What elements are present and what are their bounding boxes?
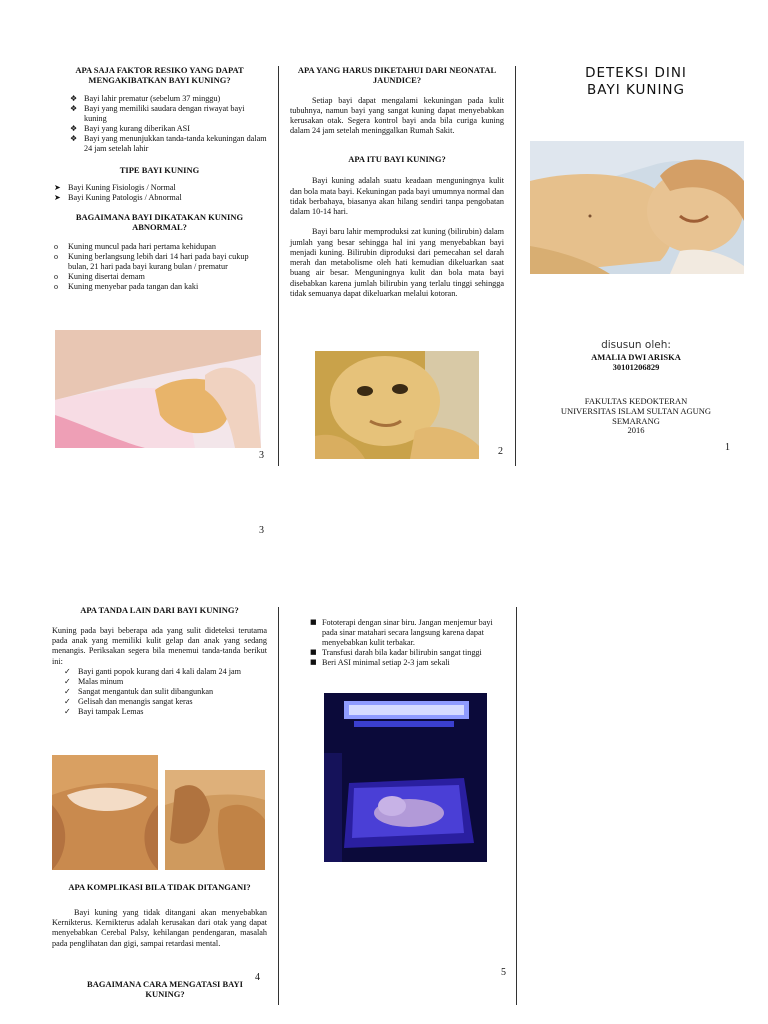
list-item: o Kuning berlangsung lebih dari 14 hari pada bayi cukup bulan, 21 hari pada bayi kurang bulan / prematur xyxy=(54,251,249,271)
page-number: 1 xyxy=(725,442,730,453)
abnormal-list xyxy=(52,242,267,292)
heading-neonatal-jaundice: APA YANG HARUS DIKETAHUI DARI NEONATAL JAUNDICE? xyxy=(297,65,497,85)
disusun-label: disusun oleh: xyxy=(601,339,671,351)
photo-jaundiced-baby xyxy=(315,351,479,459)
photo-cover-baby xyxy=(530,141,744,274)
list-item: ■ Transfusi darah bila kadar bilirubin sangat tinggi xyxy=(310,648,482,657)
terapi-list xyxy=(308,618,506,668)
list-item: ✓ Bayi ganti popok kurang dari 4 kali dalam 24 jam xyxy=(64,666,242,676)
cover-title xyxy=(530,65,742,99)
page-number: 5 xyxy=(501,967,506,978)
heading-apa-itu: APA ITU BAYI KUNING? xyxy=(348,153,446,164)
tanda-list xyxy=(62,667,267,717)
tipe-list xyxy=(52,183,267,203)
phototherapy-illustration xyxy=(324,693,487,862)
paragraph-komplikasi: Bayi kuning yang tidak ditangani akan menyebabkan Kernikterus. Kernikterus adalah kerusakan dari otak yang dapat menyebabkan Cerebal Palsy, kehilangan pendengaran, masalah pada penglihatan dan gigi, sampai retardasi mental. xyxy=(52,907,267,948)
list-item: ✓ Bayi tampak Lemas xyxy=(64,706,144,716)
institution-block xyxy=(530,397,742,436)
list-item: o Kuning menyebar pada tangan dan kaki xyxy=(54,281,199,291)
list-item: ❖ Bayi yang menunjukkan tanda-tanda kekuningan dalam 24 jam setelah lahir xyxy=(70,133,267,153)
author-block xyxy=(530,339,742,372)
heading-faktor-resiko: APA SAJA FAKTOR RESIKO YANG DAPAT MENGAKIBATKAN BAYI KUNING? xyxy=(75,65,244,85)
column-divider xyxy=(515,66,516,466)
paragraph-tanda: Kuning pada bayi beberapa ada yang sulit dideteksi terutama pada anak yang memiliki kulit gelap dan anak yang sedang menangis. Periksakan segera bila menemui tanda-tanda berikut ini: xyxy=(52,625,267,666)
photo-skin-press-b xyxy=(165,770,265,870)
column-divider xyxy=(278,607,279,1005)
photo-baby-foot xyxy=(55,330,261,448)
list-item: o Kuning disertai demam xyxy=(54,271,145,281)
paragraph-apa-itu-2: Bayi baru lahir memproduksi zat kuning (bilirubin) dalam jumlah yang besar sehingga hal ini yang menyebabkan bayi menjadi kuning. Bilirubin diproduksi dari pemecahan sel darah merah dan metabolisme oleh hati kemudian dikeluarkan saat buang air besar. Menguningnya kulit dan bola mata bayi disebabkan karena jumlah bilirubin yang terlalu tinggi sehingga tidak semuanya dapat dikeluarkan melalui kotoran. xyxy=(290,227,504,298)
author-nim: 30101206829 xyxy=(612,362,660,372)
column-5 xyxy=(308,618,506,668)
cover-baby-illustration xyxy=(530,141,744,274)
heading-tanda-lain: APA TANDA LAIN DARI BAYI KUNING? xyxy=(80,605,239,615)
paragraph-apa-itu-1: Bayi kuning adalah suatu keadaan menguningnya kulit dan bola mata bayi. Kekuningan pada bayi umumnya normal dan tidak berbahaya, biasanya akan hilang sendiri tanpa pengobatan dalam 10-14 hari. xyxy=(290,176,504,217)
list-item: o Kuning muncul pada hari pertama kehidupan xyxy=(54,241,217,251)
photo-phototherapy xyxy=(324,693,487,862)
list-item: ✓ Sangat mengantuk dan sulit dibangunkan xyxy=(64,686,214,696)
faktor-list xyxy=(68,94,267,154)
column-divider xyxy=(516,607,517,1005)
institution-year: 2016 xyxy=(627,425,645,436)
cover-title-line-1: DETEKSI DINI xyxy=(585,65,687,81)
list-item: ✓ Malas minum xyxy=(64,676,124,686)
baby-foot-illustration xyxy=(55,330,261,448)
list-item: ■ Fototerapi dengan sinar biru. Jangan menjemur bayi pada sinar matahari secara langsung karena dapat menyebabkan kulit terbakar. xyxy=(310,618,493,647)
column-1 xyxy=(52,66,267,292)
komplikasi-section xyxy=(52,883,267,949)
author-name: AMALIA DWI ARISKA xyxy=(591,352,681,362)
list-item: ➤ Bayi Kuning Fisiologis / Normal xyxy=(54,183,176,193)
list-item: ❖ Bayi yang kurang diberikan ASI xyxy=(70,123,190,133)
photo-skin-press-a xyxy=(52,755,158,870)
heading-komplikasi: APA KOMPLIKASI BILA TIDAK DITANGANI? xyxy=(68,882,251,892)
column-divider xyxy=(278,66,279,466)
list-item: ❖ Bayi yang memiliki saudara dengan riwayat bayi kuning xyxy=(70,103,245,123)
heading-mengatasi: BAGAIMANA CARA MENGATASI BAYI KUNING? xyxy=(87,979,243,999)
institution-city: SEMARANG xyxy=(612,415,660,426)
institution-faculty: FAKULTAS KEDOKTERAN xyxy=(584,396,688,406)
jaundiced-baby-illustration xyxy=(315,351,479,459)
skin-press-b-illustration xyxy=(165,770,265,870)
list-item: ✓ Gelisah dan menangis sangat keras xyxy=(64,696,193,706)
page-number: 4 xyxy=(255,972,260,983)
page-number: 3 xyxy=(259,525,264,536)
paragraph-neonatal: Setiap bayi dapat mengalami kekuningan pada kulit tubuhnya, namun bayi yang sangat kuning dapat menyebabkan kerusakan otak. Segera kontrol bayi anda bila curiga kuning dalam 24 jam setelah meninggalkan Rumah Sakit. xyxy=(290,95,504,136)
list-item: ■ Beri ASI minimal setiap 2-3 jam sekali xyxy=(310,658,450,667)
heading-tipe: TIPE BAYI KUNING xyxy=(119,164,200,175)
institution-university: UNIVERSITAS ISLAM SULTAN AGUNG xyxy=(560,405,712,416)
column-4 xyxy=(52,606,267,717)
list-item: ➤ Bayi Kuning Patologis / Abnormal xyxy=(54,193,182,203)
heading-abnormal: BAGAIMANA BAYI DIKATAKAN KUNING ABNORMAL? xyxy=(75,212,244,233)
page-number: 2 xyxy=(498,446,503,457)
skin-press-a-illustration xyxy=(52,755,158,870)
list-item: ❖ Bayi lahir prematur (sebelum 37 minggu) xyxy=(70,93,221,103)
column-2 xyxy=(290,66,504,299)
page-number: 3 xyxy=(259,450,264,461)
cover-title-line-2: BAYI KUNING xyxy=(587,81,685,98)
